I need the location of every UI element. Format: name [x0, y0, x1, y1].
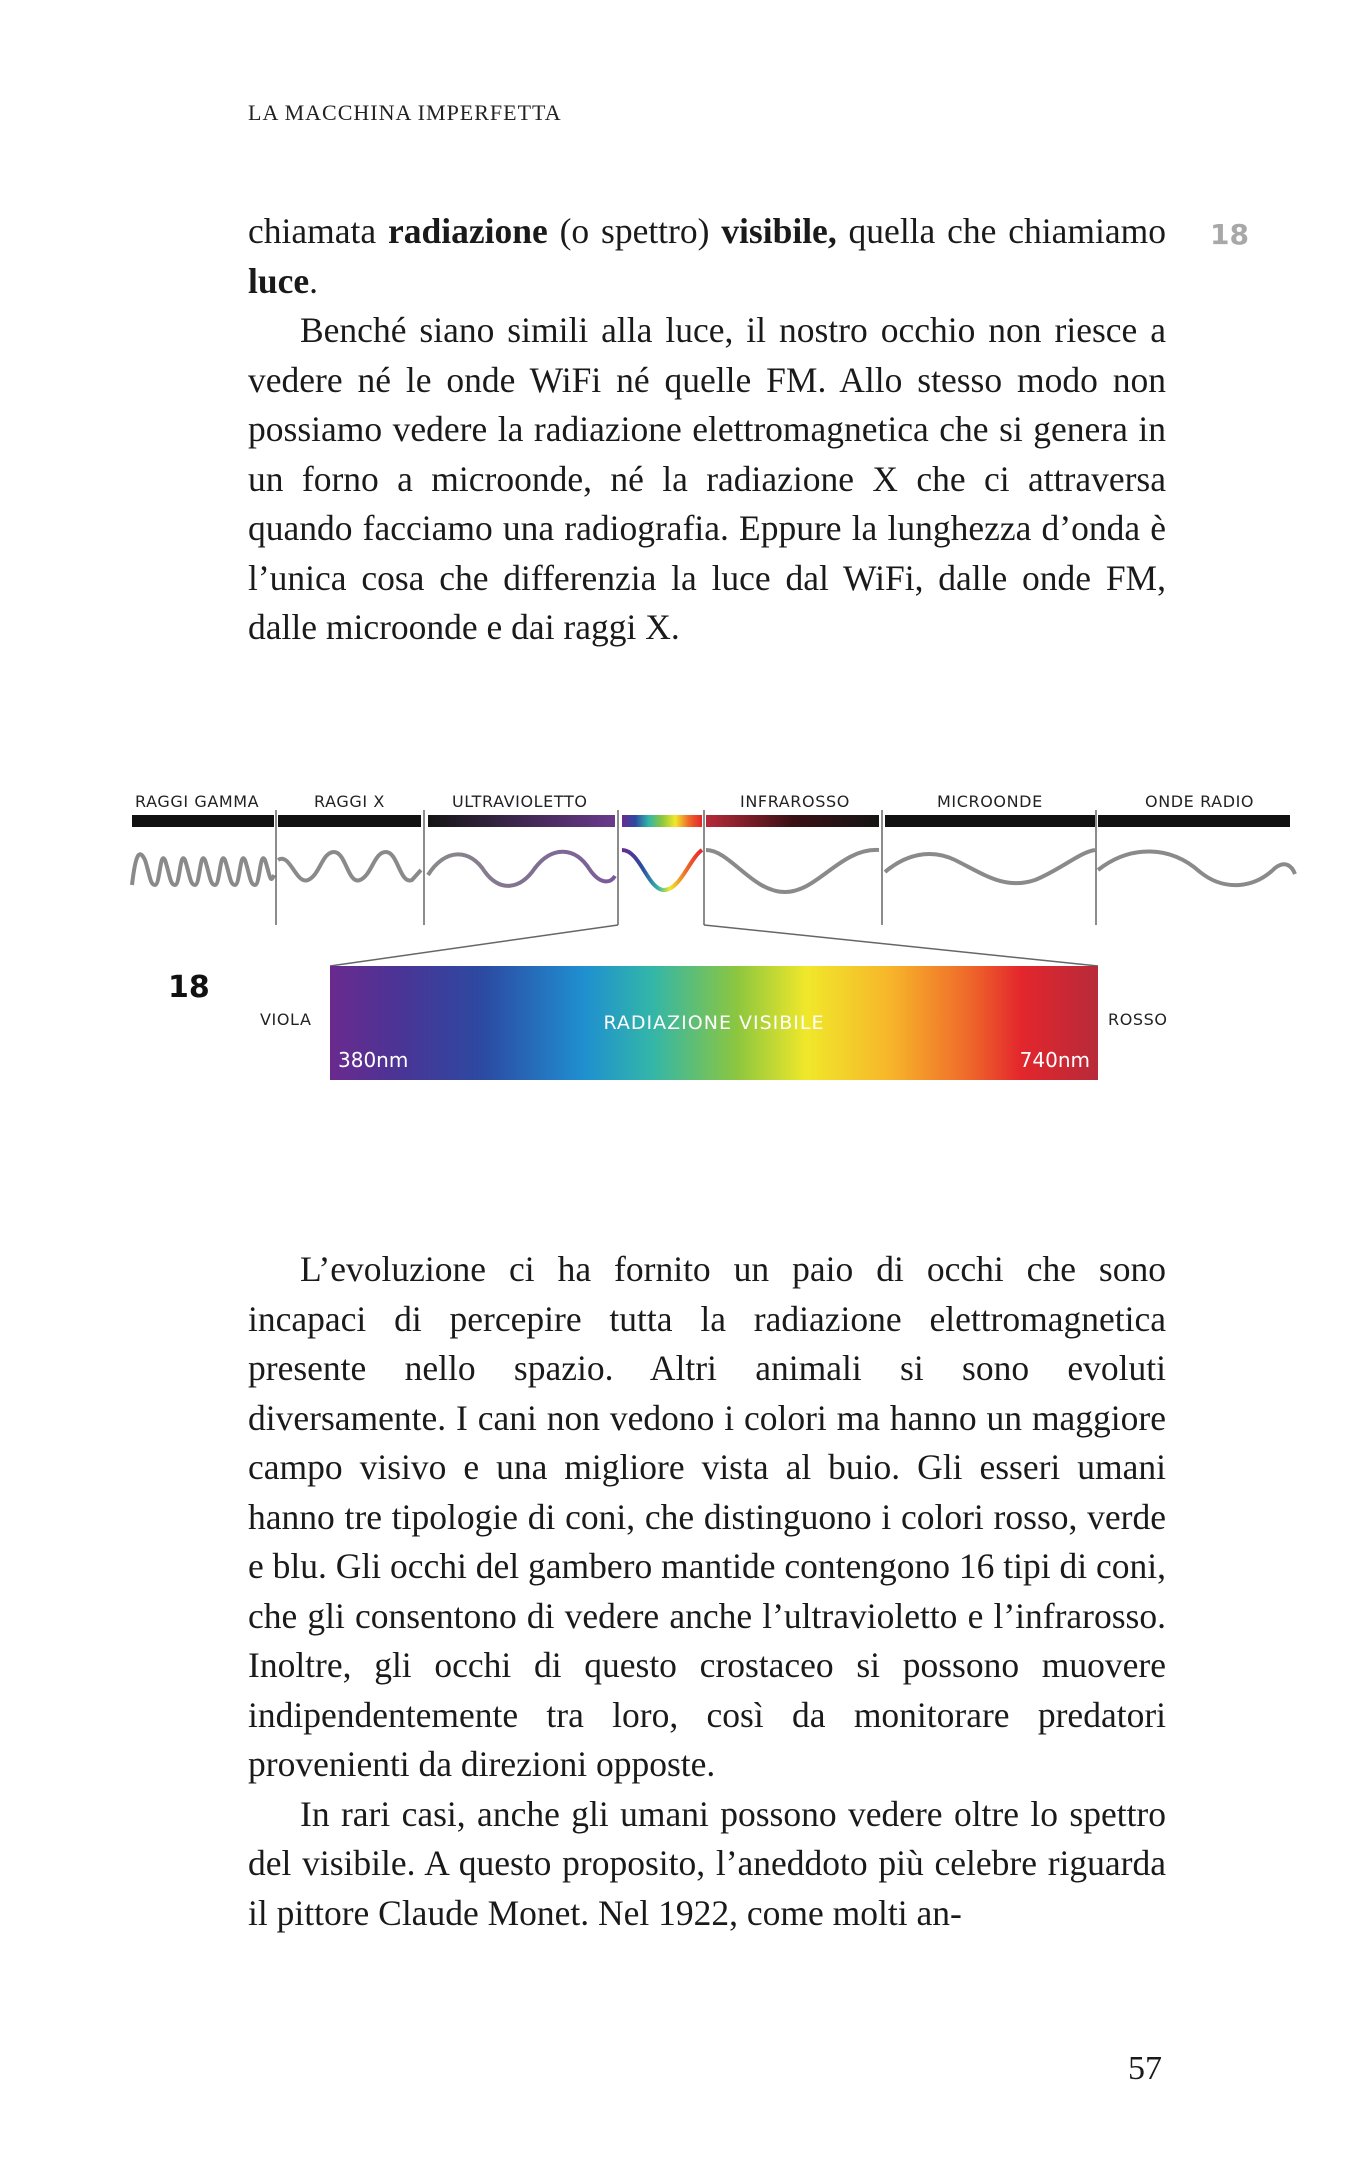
wave-infrared: [706, 850, 879, 892]
wave-radio: [1098, 851, 1295, 885]
band-label-x: RAGGI X: [314, 792, 385, 811]
visible-radiation-title: RADIAZIONE VISIBILE: [603, 1012, 825, 1034]
paragraph-wavelength: Benché siano simili alla luce, il nostro occhio non riesce a vedere né le onde WiFi né quelle FM. Allo stesso modo non possiamo vedere la radiazione elettromagnetica che si genera in un forno a microonde, né la radiazione X che ci attraversa quando facciamo una radiografia. Eppure la lunghezza d’onda è l’unica cosa che differenzia la luce dal WiFi, dalle onde FM, dalle microonde e dai raggi X.: [248, 310, 1166, 647]
band-label-gamma: RAGGI GAMMA: [135, 792, 260, 811]
figure-margin-reference: 18: [1210, 218, 1249, 251]
term-luce: luce: [248, 260, 310, 301]
running-header: LA MACCHINA IMPERFETTA: [248, 100, 562, 125]
band-label-radio: ONDE RADIO: [1145, 792, 1255, 811]
band-label-microwave: MICROONDE: [937, 792, 1043, 811]
zoom-line-left: [330, 925, 618, 966]
wave-microwave: [885, 850, 1095, 883]
zoom-line-right: [704, 925, 1098, 966]
wave-visible: [622, 850, 702, 890]
page-number: 57: [1128, 2050, 1162, 2087]
wavelength-max-label: 740nm: [1019, 1048, 1090, 1072]
term-radiazione: radiazione: [387, 211, 548, 251]
label-viola: VIOLA: [260, 1010, 312, 1029]
wave-ultraviolet: [428, 852, 615, 886]
wave-x: [278, 852, 421, 881]
text-block-bottom: [248, 1245, 1166, 1938]
term-visibile: visibile,: [721, 211, 837, 251]
figure-number: 18: [168, 970, 210, 1005]
paragraph-evolution: L’evoluzione ci ha fornito un paio di occhi che sono incapaci di percepire tutta la radiazione elettromagnetica presente nello spazio. Altri animali si sono evoluti diversamente. I cani non vedono i colori ma hanno un maggiore campo visivo e una migliore vista al buio. Gli esseri umani hanno tre tipologie di coni, che distinguono i colori rosso, verde e blu. Gli occhi del gambero mantide contengono 16 tipi di coni, che gli consentono di vedere anche l’ultravioletto e l’infrarosso. Inoltre, gli occhi di questo crostaceo si possono muovere indipendentemente tra loro, così da monitorare predatori provenienti da direzioni opposte.: [248, 1249, 1166, 1784]
spectrum-figure: [0, 780, 1355, 1110]
visible-spectrum-bar: [330, 966, 1098, 1080]
paragraph-monet: In rari casi, anche gli umani possono vedere oltre lo spettro del visibile. A questo proposito, l’aneddoto più celebre riguarda il pittore Claude Monet. Nel 1922, come molti an-: [248, 1793, 1166, 1933]
band-label-infrared: INFRAROSSO: [740, 792, 850, 811]
wave-gamma: [132, 854, 274, 885]
label-rosso: ROSSO: [1108, 1010, 1168, 1029]
text-block-top: [248, 207, 1166, 653]
wavelength-min-label: 380nm: [338, 1048, 409, 1072]
band-label-ultraviolet: ULTRAVIOLETTO: [452, 792, 588, 811]
paragraph-visible-light: chiamata radiazione (o spettro) visibile, quella che chiamiamo luce.: [248, 211, 1166, 301]
